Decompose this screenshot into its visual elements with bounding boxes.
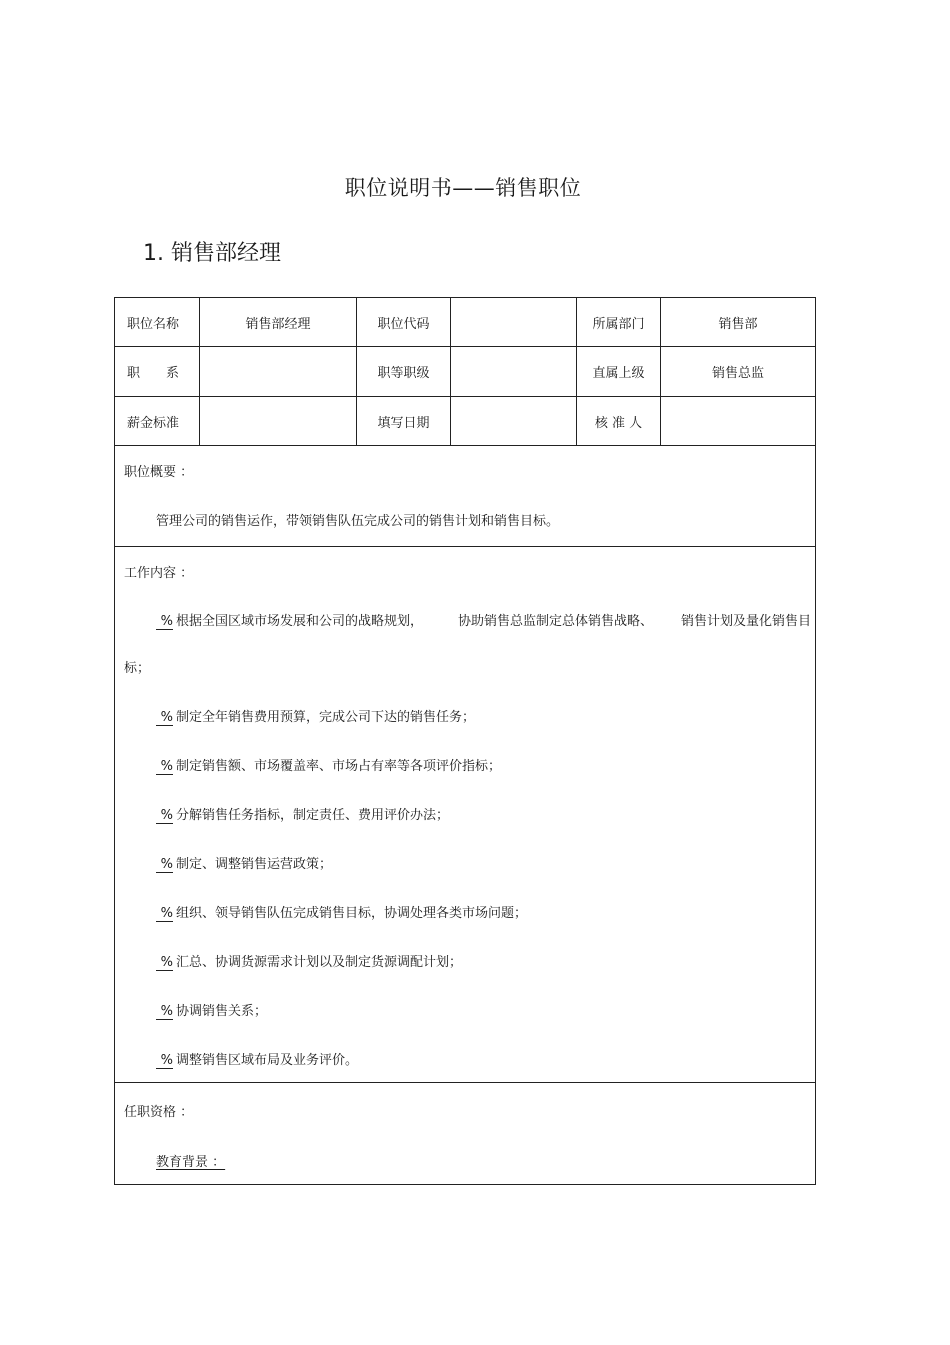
grade-label: 职等职级 xyxy=(357,347,451,397)
summary-text: 管理公司的销售运作，带领销售队伍完成公司的销售计划和销售目标。 xyxy=(156,514,560,529)
duty-item xyxy=(156,1049,358,1069)
percent-blank: % xyxy=(156,710,173,726)
department-value: 销售部 xyxy=(661,298,816,347)
approver-label: 核 准 人 xyxy=(577,397,661,446)
position-code-value xyxy=(451,298,577,347)
position-name-value: 销售部经理 xyxy=(200,298,357,347)
duty-text: 制定销售额、市场覆盖率、市场占有率等各项评价指标； xyxy=(176,759,502,774)
department-label: 所属部门 xyxy=(577,298,661,347)
duty-item xyxy=(156,951,462,971)
fill-date-label: 填写日期 xyxy=(357,397,451,446)
duty-text: 制定、调整销售运营政策； xyxy=(176,857,333,872)
percent-blank: % xyxy=(156,759,173,775)
duty-item xyxy=(156,853,332,873)
percent-blank: % xyxy=(156,808,173,824)
salary-label: 薪金标准 xyxy=(115,397,200,446)
percent-blank: % xyxy=(156,1004,173,1020)
duties-label: 工作内容 ： xyxy=(124,566,194,581)
percent-blank: % xyxy=(156,614,173,630)
duty-item xyxy=(156,1000,267,1020)
duty-text: 调整销售区域布局及业务评价。 xyxy=(176,1053,359,1068)
duty-text: 分解销售任务指标，制定责任、费用评价办法； xyxy=(176,808,450,823)
duty-text: 根据全国区域市场发展和公司的战略规划， xyxy=(176,614,424,629)
percent-blank: % xyxy=(156,857,173,873)
grade-value xyxy=(451,347,577,397)
duty-text: 制定全年销售费用预算，完成公司下达的销售任务； xyxy=(176,710,476,725)
duty-text: 销售计划及量化销售目 xyxy=(681,614,812,629)
summary-label: 职位概要 ： xyxy=(124,465,194,480)
table-row xyxy=(115,1083,816,1185)
duty-item xyxy=(156,902,527,922)
fill-date-value xyxy=(451,397,577,446)
duty-text: 协助销售总监制定总体销售战略、 xyxy=(458,614,654,629)
summary-section xyxy=(115,446,816,547)
qualification-section xyxy=(115,1083,816,1185)
table-row xyxy=(115,347,816,397)
duty-item xyxy=(156,610,811,630)
duty-item xyxy=(156,706,475,726)
table-row xyxy=(115,298,816,347)
percent-blank: % xyxy=(156,955,173,971)
table-row xyxy=(115,397,816,446)
duty-text: 协调销售关系； xyxy=(176,1004,268,1019)
job-family-value xyxy=(200,347,357,397)
supervisor-label: 直属上级 xyxy=(577,347,661,397)
duty-wrap-text: 标； xyxy=(124,661,151,676)
duty-item xyxy=(156,804,449,824)
table-row xyxy=(115,547,816,1083)
section-heading: 1. 销售部经理 xyxy=(143,241,281,266)
supervisor-value: 销售总监 xyxy=(661,347,816,397)
duty-item xyxy=(156,755,501,775)
position-code-label: 职位代码 xyxy=(357,298,451,347)
duty-text: 组织、领导销售队伍完成销售目标，协调处理各类市场问题； xyxy=(176,906,528,921)
table-row xyxy=(115,446,816,547)
qualification-label: 任职资格 ： xyxy=(124,1105,194,1120)
job-family-label: 职 系 xyxy=(115,347,200,397)
duty-text: 汇总、协调货源需求计划以及制定货源调配计划； xyxy=(176,955,463,970)
salary-value xyxy=(200,397,357,446)
education-label: 教育背景 ： xyxy=(156,1155,226,1170)
percent-blank: % xyxy=(156,906,173,922)
position-name-label: 职位名称 xyxy=(115,298,200,347)
percent-blank: % xyxy=(156,1053,173,1069)
approver-value xyxy=(661,397,816,446)
duties-section xyxy=(115,547,816,1083)
document-title: 职位说明书——销售职位 xyxy=(344,176,582,200)
job-description-table xyxy=(114,297,816,1185)
